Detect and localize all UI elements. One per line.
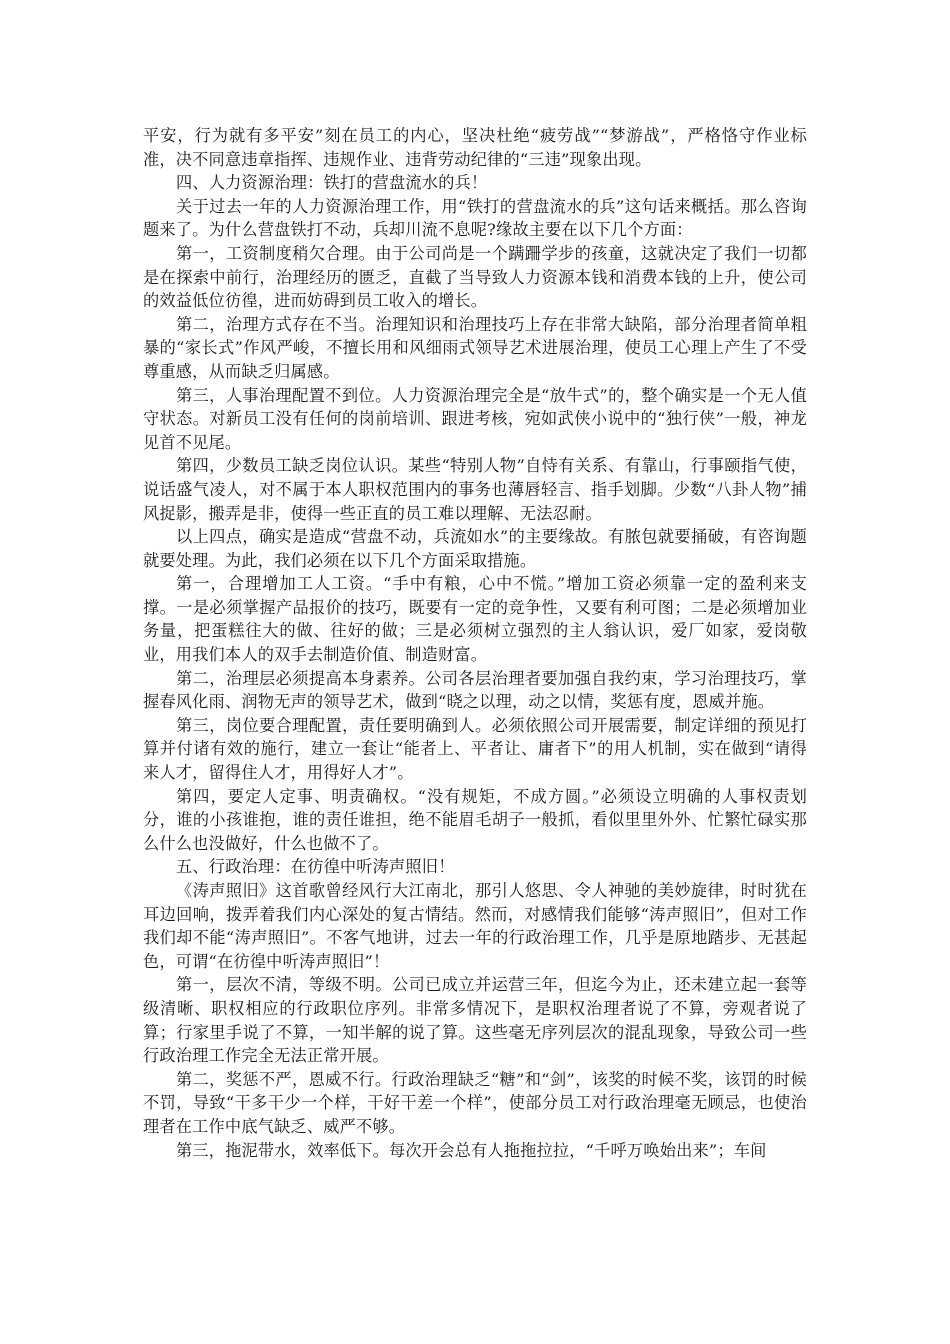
paragraph: 以上四点，确实是造成“营盘不动，兵流如水”的主要缘故。有脓包就要捅破，有咨询题就要处理。为此，我们必须在以下几个方面采取措施。	[143, 527, 807, 570]
paragraph: 第一，工资制度稍欠合理。由于公司尚是一个蹒跚学步的孩童，这就决定了我们一切都是在探索中前行，治理经历的匮乏，直截了当导致人力资源本钱和消费本钱的上升，使公司的效益低位彷徨，进而妨碍到员工收入的增长。	[143, 243, 807, 311]
document-page	[143, 124, 807, 1162]
section-heading: 四、人力资源治理：铁打的营盘流水的兵！	[176, 173, 488, 193]
paragraph: 第四，少数员工缺乏岗位认识。某些“特别人物”自恃有关系、有靠山，行事颐指气使，说话盛气凌人，对不属于本人职权范围内的事务也薄唇轻言、指手划脚。少数“八卦人物”捕风捉影，搬弄是非，使得一些正直的员工难以理解、无法忍耐。	[143, 456, 807, 523]
paragraph: 第三，岗位要合理配置，责任要明确到人。必须依照公司开展需要，制定详细的预见打算并付诸有效的施行，建立一套让“能者上、平者让、庸者下”的用人机制，实在做到“请得来人才，留得住人才，用得好人才”。	[143, 715, 807, 783]
paragraph: 第二，治理方式存在不当。治理知识和治理技巧上存在非常大缺陷，部分治理者简单粗暴的“家长式”作风严峻，不擅长用和风细雨式领导艺术进展治理，使员工心理上产生了不受尊重感，从而缺乏归属感。	[143, 314, 807, 381]
paragraph: 第二，奖惩不严，恩威不行。行政治理缺乏“糖”和“剑”，该奖的时候不奖，该罚的时候不罚，导致“干多干少一个样，干好干差一个样”，使部分员工对行政治理毫无顾忌，也使治理者在工作中底气缺乏、威严不够。	[143, 1069, 807, 1136]
paragraph: 第三，人事治理配置不到位。人力资源治理完全是“放牛式”的，整个确实是一个无人值守状态。对新员工没有任何的岗前培训、跟进考核，宛如武侠小说中的“独行侠”一般，神龙见首不见尾。	[143, 385, 807, 452]
paragraph: 第一，层次不清，等级不明。公司已成立并运营三年，但迄今为止，还未建立起一套等级清晰、职权相应的行政职位序列。非常多情况下，是职权治理者说了不算，旁观者说了算；行家里手说了不算，一知半解的说了算。这些毫无序列层次的混乱现象，导致公司一些行政治理工作完全无法正常开展。	[143, 975, 807, 1066]
paragraph: 第三，拖泥带水，效率低下。每次开会总有人拖拖拉拉，“千呼万唤始出来”；车间	[176, 1140, 767, 1160]
paragraph: 平安，行为就有多平安”刻在员工的内心，坚决杜绝“疲劳战”“梦游战”，严格恪守作业标准，决不同意违章指挥、违规作业、违背劳动纪律的“三违”现象出现。	[143, 126, 807, 169]
section-heading: 五、行政治理：在彷徨中听涛声照旧！	[176, 857, 455, 877]
paragraph: 第二，治理层必须提高本身素养。公司各层治理者要加强自我约束，学习治理技巧，掌握春风化雨、润物无声的领导艺术，做到“晓之以理，动之以情，奖惩有度，恩威并施。	[143, 668, 807, 712]
paragraph: 第四，要定人定事、明责确权。“没有规矩，不成方圆。”必须设立明确的人事权责划分，谁的小孩谁抱，谁的责任谁担，绝不能眉毛胡子一般抓，看似里里外外、忙繁忙碌实那么什么也没做好，什么也做不了。	[143, 786, 807, 853]
paragraph: 《涛声照旧》这首歌曾经风行大江南北，那引人悠思、令人神驰的美妙旋律，时时犹在耳边回响，拨弄着我们内心深处的复古情结。然而，对感情我们能够“涛声照旧”，但对工作我们却不能“涛声照旧”。不客气地讲，过去一年的行政治理工作，几乎是原地踏步、无甚起色，可谓“在彷徨中听涛声照旧”！	[143, 881, 807, 971]
paragraph: 第一，合理增加工人工资。“手中有粮，心中不慌。”增加工资必须靠一定的盈利来支撑。一是必须掌握产品报价的技巧，既要有一定的竞争性，又要有利可图；二是必须增加业务量，把蛋糕往大的做、往好的做；三是必须树立强烈的主人翁认识，爱厂如家，爱岗敬业，用我们本人的双手去制造价值、制造财富。	[143, 574, 807, 665]
paragraph: 关于过去一年的人力资源治理工作，用“铁打的营盘流水的兵”这句话来概括。那么咨询题来了。为什么营盘铁打不动，兵却川流不息呢?缘故主要在以下几个方面：	[143, 196, 807, 240]
